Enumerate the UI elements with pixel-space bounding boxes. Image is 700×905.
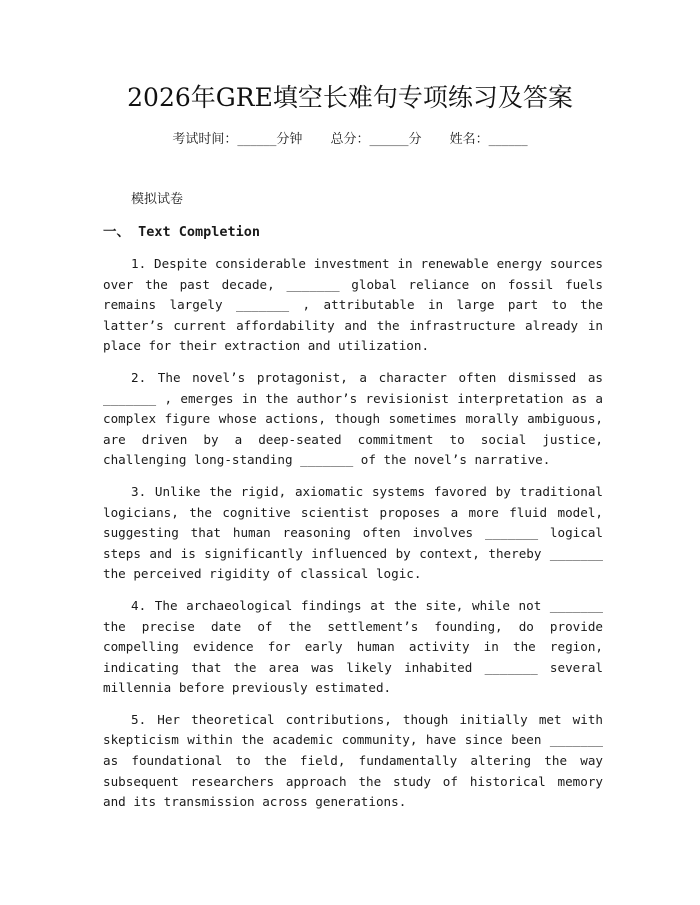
question-2: 2. The novel’s protagonist, a character often dismissed as _______ , emerges in the author’s revisionist interpretation as a complex figure whose actions, though sometimes morally ambiguous, are driven by a deep-seated commitment to social justice, challenging long-standing _______ of the novel’s narrative.	[103, 369, 603, 468]
question-3: 3. Unlike the rigid, axiomatic systems favored by traditional logicians, the cognitive scientist proposes a more fluid model, suggesting that human reasoning often involves _______ logical steps and is significantly influenced by context, thereby _______ the perceived rigidity of classical logic.	[103, 483, 603, 582]
section-label: 模拟试卷	[131, 192, 184, 207]
exam-time-field: 考试时间：______分钟	[172, 132, 303, 147]
question-list	[103, 254, 603, 824]
question-5: 5. Her theoretical contributions, though initially met with skepticism within the academic community, have since been _______ as foundational to the field, fundamentally altering the way subsequent researchers approach the study of historical memory and its transmission across generations.	[103, 711, 603, 810]
page-title: 2026年GRE填空长难句专项练习及答案	[127, 83, 573, 112]
question-1: 1. Despite considerable investment in renewable energy sources over the past decade, _______ global reliance on fossil fuels remains largely _______ , attributable in large part to the latter’s current affordability and the infrastructure already in place for their extraction and utilization.	[103, 256, 603, 354]
question-4: 4. The archaeological findings at the site, while not _______ the precise date of the settlement’s founding, do provide compelling evidence for early human activity in the region, indicating that the area was likely inhabited _______ several millennia before previously estimated.	[103, 597, 603, 696]
exam-info	[0, 131, 700, 149]
name-field: 姓名：______	[449, 132, 528, 147]
total-score-field: 总分：______分	[330, 132, 422, 147]
section-heading: 一、 Text Completion	[103, 224, 261, 240]
